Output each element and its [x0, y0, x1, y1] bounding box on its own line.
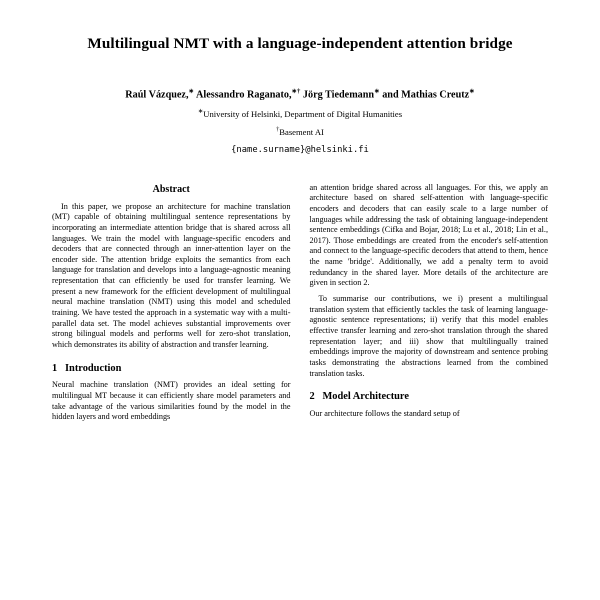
section-heading-introduction [52, 362, 291, 376]
right-column [310, 183, 549, 423]
author-2-affiliation-marker: ∗† [291, 87, 301, 95]
author-list [52, 88, 548, 102]
left-column [52, 183, 291, 423]
affiliation-secondary [52, 125, 548, 138]
author-4-affiliation-marker: ∗ [469, 87, 475, 95]
contact-email: {name.surname}@helsinki.fi [231, 144, 369, 155]
section-2-title: Model Architecture [322, 391, 409, 403]
introduction-paragraph-1: Neural machine translation (NMT) provides an ideal setting for multilingual MT because it can efficiently share model parameters and take advantage of the various similarities found by the model in the hidden layers and word embeddings [52, 380, 291, 422]
right-paragraph-1: an attention bridge shared across all languages. For this, we apply an architecture based on shared self-attention with language-specific encoders and decoders that can easily scale to a large number of languages while addressing the task of obtaining language-independent sentence embeddings (Cifka and Bojar, 2018; Lu et al., 2018; Lin et al., 2017). Those embeddings are created from the encoder's self-attention and connect to the language-specific decoders that attend to them, hence the name 'bridge'. Additionally, we add a penalty term to avoid redundancy in the shared layer. More details of the architecture are given in section 2. [309, 182, 548, 288]
right-paragraph-2: To summarise our contributions, we i) present a multilingual translation system that efficiently tackles the task of learning language-agnostic sentence representations; ii) verify that this model enables effective transfer learning and zero-shot translation through the shared representation layer; and iii) show that multilingually trained embeddings improve the majority of downstream and sentence probing tasks demonstrating the abstractions learned from the combined translation tasks. [309, 294, 548, 378]
section-heading-model-architecture [310, 390, 549, 404]
affiliation-1-text: University of Helsinki, Department of Digital Humanities [203, 108, 403, 119]
two-column-body [52, 183, 548, 423]
abstract-text: In this paper, we propose an architecture for machine translation (MT) capable of obtaining multilingual sentence representations by incorporating an intermediate attention bridge that is shared across all languages. We train the model with language-specific encoders and decoders that are connected through an inner-attention layer on the encoder side. The attention bridge exploits the semantics from each language for translation and develops into a language-agnostic meaning representation that can efficiently be used for transfer learning. We present a new framework for the efficient development of multilingual neural machine translation (NMT) using this model and scheduled training. We have tested the approach in a systematic way with a multi-parallel data set. The model achieves substantial improvements over strong bilingual models and performs well for zero-shot translation, which demonstrates its ability of abstraction and transfer learning. [52, 201, 291, 350]
author-4: and Mathias Creutz [379, 89, 470, 101]
abstract-heading: Abstract [152, 183, 190, 195]
author-1-affiliation-marker: ∗ [188, 87, 195, 95]
section-2-number: 2 [309, 391, 315, 403]
page-title: Multilingual NMT with a language-independent attention bridge [87, 35, 513, 52]
affiliation-primary [52, 107, 548, 120]
model-architecture-paragraph-1: Our architecture follows the standard setup of [309, 408, 460, 418]
author-3: Jörg Tiedemann [300, 89, 375, 101]
section-1-title: Introduction [65, 362, 122, 374]
affiliation-2-text: Basement AI [279, 127, 324, 138]
affiliation-1-marker: ∗ [197, 107, 204, 115]
affiliation-2-marker: † [276, 126, 280, 134]
author-3-affiliation-marker: ∗ [374, 87, 380, 95]
author-1: Raúl Vázquez, [125, 89, 189, 101]
section-1-number: 1 [52, 362, 58, 374]
author-2: Alessandro Raganato, [194, 89, 292, 101]
